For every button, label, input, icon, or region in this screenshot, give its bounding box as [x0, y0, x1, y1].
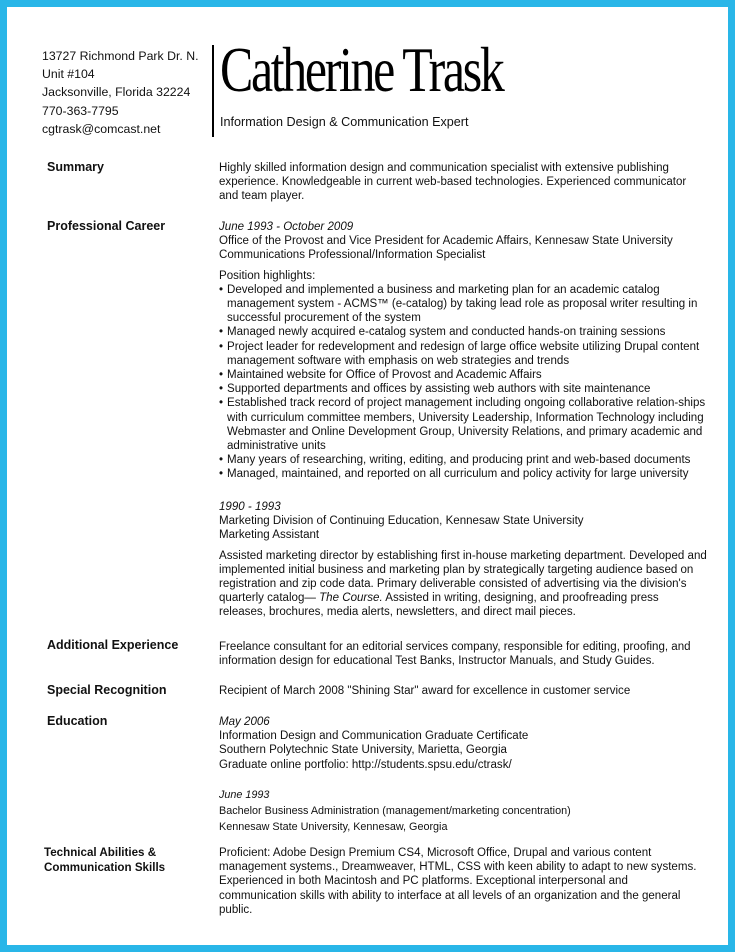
email: cgtrask@comcast.net [42, 121, 161, 136]
job2-org: Marketing Division of Continuing Education, Kennesaw State University [219, 515, 584, 528]
edu1-line-3: Graduate online portfolio: http://students.spsu.edu/ctrask/ [219, 758, 512, 771]
list-item: • Supported departments and offices by assisting web authors with site maintenance [219, 382, 707, 396]
recognition-section [219, 684, 707, 698]
job1-highlights-list [219, 283, 707, 482]
technical-label-line-1: Technical Abilities & [44, 846, 157, 859]
resume-page [7, 7, 728, 945]
job1-dates: June 1993 - October 2009 [219, 221, 354, 233]
education-entry-1 [219, 715, 707, 772]
summary-text: Highly skilled information design and communication specialist with extensive publishing experience. Knowledgeable in current web-based technologies. Experienced communicator and team player. [219, 162, 687, 203]
candidate-name: Catherine Trask [220, 34, 503, 105]
education-entry-2 [219, 788, 707, 835]
technical-section [219, 846, 707, 917]
contact-block [42, 47, 199, 138]
job1-role: Communications Professional/Information Specialist [219, 249, 486, 262]
additional-section [219, 640, 707, 668]
header-divider [212, 45, 214, 137]
list-item: • Managed newly acquired e-catalog system and conducted hands-on training sessions [219, 325, 707, 339]
job2-description [219, 549, 707, 620]
edu2-date: June 1993 [219, 789, 270, 801]
list-item: • Developed and implemented a business and marketing plan for an academic catalog management system - ACMS™ (e-catalog) by taking lead role as proposal writer resulting in successful procurement of the system [219, 283, 707, 326]
edu1-date: May 2006 [219, 716, 270, 728]
job2-desc-part1: Assisted marketing director by establishing first in-house marketing department. Developed and implemented initial business and marketing plan by strategically targeting audience based on registration and zip code data. Primary deliverable consisted of advertising via the division's quarterly catalog— [219, 549, 707, 605]
additional-label: Additional Experience [47, 638, 179, 652]
address-line-3: Jacksonville, Florida 32224 [42, 85, 191, 100]
edu1-line-2: Southern Polytechnic State University, Marietta, Georgia [219, 744, 507, 757]
job1-org: Office of the Provost and Vice President for Academic Affairs, Kennesaw State University [219, 235, 673, 248]
list-item: • Many years of researching, writing, editing, and producing print and web-based documents [219, 453, 707, 467]
job2-desc-catalog-name: The Course. [315, 592, 383, 605]
career-job-2 [219, 500, 707, 620]
career-label: Professional Career [47, 219, 166, 233]
list-item: • Managed, maintained, and reported on all curriculum and policy activity for large university [219, 467, 707, 481]
candidate-title: Information Design & Communication Expert [220, 115, 469, 129]
summary-section [219, 161, 707, 204]
job2-desc-part2: Assisted in writing, designing, and proofreading press releases, brochures, media alerts, newsletters, and direct mail pieces. [219, 592, 659, 619]
job2-dates: 1990 - 1993 [219, 501, 281, 513]
recognition-text: Recipient of March 2008 "Shining Star" award for excellence in customer service [219, 685, 631, 697]
additional-text: Freelance consultant for an editorial services company, responsible for editing, proofing, and information design for educational Test Banks, Instructor Manuals, and Study Guides. [219, 641, 691, 668]
recognition-label: Special Recognition [47, 683, 167, 697]
edu2-line-2: Kennesaw State University, Kennesaw, Georgia [219, 821, 448, 834]
technical-text: Proficient: Adobe Design Premium CS4, Microsoft Office, Drupal and various content management systems., Dreamweaver, HTML, CSS with keen ability to adapt to new systems. Experienced in both Macintosh and PC platforms. Exceptional interpersonal and communication skills with ability to interface at all levels of an organization and the general public. [219, 847, 697, 916]
edu2-line-1: Bachelor Business Administration (management/marketing concentration) [219, 805, 571, 818]
address-line-1: 13727 Richmond Park Dr. N. [42, 49, 199, 63]
job1-highlights-label: Position highlights: [219, 269, 316, 282]
address-line-2: Unit #104 [42, 67, 95, 82]
list-item: • Established track record of project management including ongoing collaborative relation-ships with curriculum committee members, University Leadership, Information Technology including Webmaster and Online Development Group, University Relations, and primary academic and administrative units [219, 396, 707, 453]
list-item: • Project leader for redevelopment and redesign of large office website utilizing Drupal content management software with emphasis on web strategies and trends [219, 340, 707, 368]
career-job-1 [219, 220, 707, 482]
list-item: • Maintained website for Office of Provost and Academic Affairs [219, 368, 707, 382]
technical-label [44, 845, 165, 875]
edu1-line-1: Information Design and Communication Graduate Certificate [219, 730, 529, 743]
summary-label: Summary [47, 160, 104, 174]
job2-role: Marketing Assistant [219, 529, 320, 542]
education-label: Education [47, 714, 108, 728]
phone: 770-363-7795 [42, 103, 119, 118]
technical-label-line-2: Communication Skills [44, 861, 166, 874]
